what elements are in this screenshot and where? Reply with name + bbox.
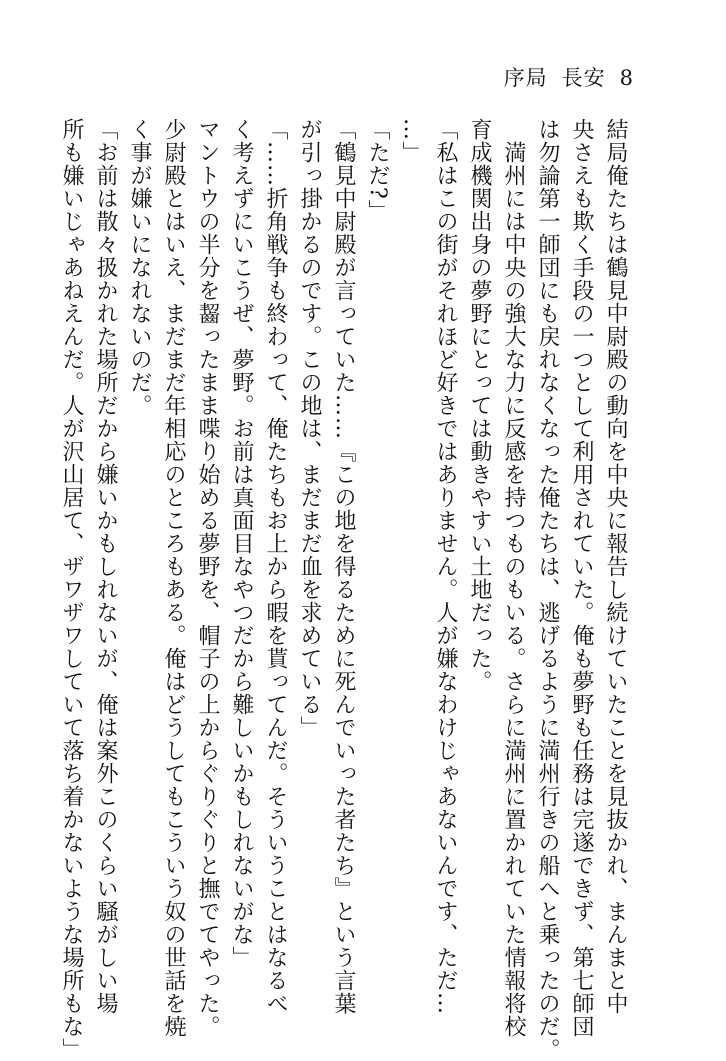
text-line: 所も嫌いじゃあねえんだ。人が沢山居て、ザワザワしていて落ち着かないような場所もな」 — [59, 118, 84, 1061]
chapter-label: 序局 — [503, 66, 548, 90]
text-line: …」 — [399, 118, 424, 164]
text-line: 「私はこの街がそれほど好きではありません。人が嫌なわけじゃあないんです、ただ… — [433, 118, 458, 1015]
text-line: く事が嫌いになれないのだ。 — [127, 118, 152, 417]
page-number: 8 — [619, 66, 634, 90]
text-line: く考えずにいこうぜ、夢野。お前は真面目なやつだから難しいかもしれないがな」 — [229, 118, 254, 969]
text-line: は勿論第一師団にも戻れなくなった俺たちは、逃げるように満州行きの船へと乗ったのだ。 — [535, 118, 560, 1061]
text-line: マントウの半分を齧ったまま喋り始める夢野を、帽子の上からぐりぐりと撫でてやった。 — [195, 118, 220, 1038]
text-line: 結局俺たちは鶴見中尉殿の動向を中央に報告し続けていたことを見抜かれ、まんまと中 — [603, 118, 628, 1015]
vertical-text-body — [59, 118, 632, 1061]
text-line: 央さえも欺く手段の一つとして利用されていた。俺も夢野も任務は完遂できず、第七師団 — [569, 118, 594, 1038]
text-line: 育成機関出身の夢野にとっては動きやすい土地だった。 — [467, 118, 492, 693]
text-line: 「鶴見中尉殿が言っていた……『この地を得るために死んでいった者たち』という言葉 — [331, 118, 356, 1015]
text-line: が引っ掛かるのです。この地は、まだまだ血を求めている」 — [297, 118, 322, 739]
text-line: 満州には中央の強大な力に反感を持つものもいる。さらに満州に置かれていた情報将校 — [501, 118, 526, 1038]
running-header — [504, 62, 634, 92]
text-line: 少尉殿とはいえ、まだまだ年相応のところもある。俺はどうしてもこういう奴の世話を焼 — [161, 118, 186, 1038]
text-line: 「お前は散々扱かれた場所だから嫌いかもしれないが、俺は案外このくらい騒がしい場 — [93, 118, 118, 1015]
text-line: 「ただ?」 — [365, 118, 390, 223]
chapter-title: 長安 — [561, 66, 606, 90]
text-line: 「……折角戦争も終わって、俺たちもお上から暇を貰ってんだ。そういうことはなるべ — [263, 118, 288, 1015]
